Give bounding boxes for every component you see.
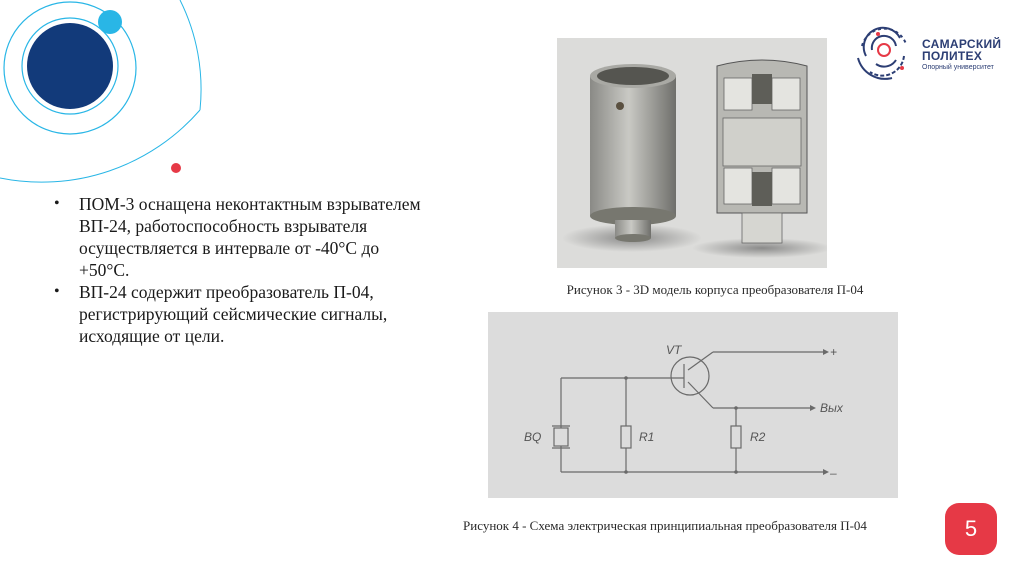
r2-resistor: [731, 426, 741, 448]
r1-resistor: [621, 426, 631, 448]
bullet-item-1: • ПОМ-3 оснащена неконтактным взрывателем ВП-24, работоспособность взрывателя осуществляется в интервале от -40°С до +50°С.: [48, 193, 428, 281]
red-dot: [171, 163, 181, 173]
arc-line-top: [180, 0, 201, 110]
figure-3-caption: Рисунок 3 - 3D модель корпуса преобразователя П-04: [566, 282, 864, 297]
transistor-symbol: [671, 357, 709, 395]
logo-subtitle: Опорный университет: [922, 64, 994, 71]
minus-label: –: [830, 466, 837, 480]
plus-label: +: [830, 345, 838, 359]
logo-line-1: САМАРСКИЙ: [922, 37, 1002, 51]
circuit-schematic: [488, 312, 898, 498]
bq-element: [554, 428, 568, 446]
logo-text: [922, 38, 1001, 73]
out-label: Вых: [820, 401, 843, 415]
cyan-dot: [98, 10, 122, 34]
bullet-item-2: • ВП-24 содержит преобразователь П-04, регистрирующий сейсмические сигналы, исходящие от цели.: [48, 281, 428, 347]
logo-line-2: ПОЛИТЕХ: [922, 49, 983, 63]
navy-circle: [27, 23, 113, 109]
page-number-badge: 5: [945, 503, 997, 555]
vt-label: VT: [666, 343, 682, 357]
bullet-list: [48, 193, 428, 347]
figure-3-image: [557, 38, 827, 268]
bq-label: BQ: [524, 430, 542, 444]
r2-label: R2: [750, 430, 766, 444]
university-logo: [852, 16, 1012, 86]
3d-model-drawing: [557, 38, 827, 268]
r1-label: R1: [639, 430, 655, 444]
logo-emblem-icon: [852, 16, 922, 86]
figure-4-caption: Рисунок 4 - Схема электрическая принципиальная преобразователя П-04: [463, 518, 867, 533]
figure-4-image: [488, 312, 898, 498]
